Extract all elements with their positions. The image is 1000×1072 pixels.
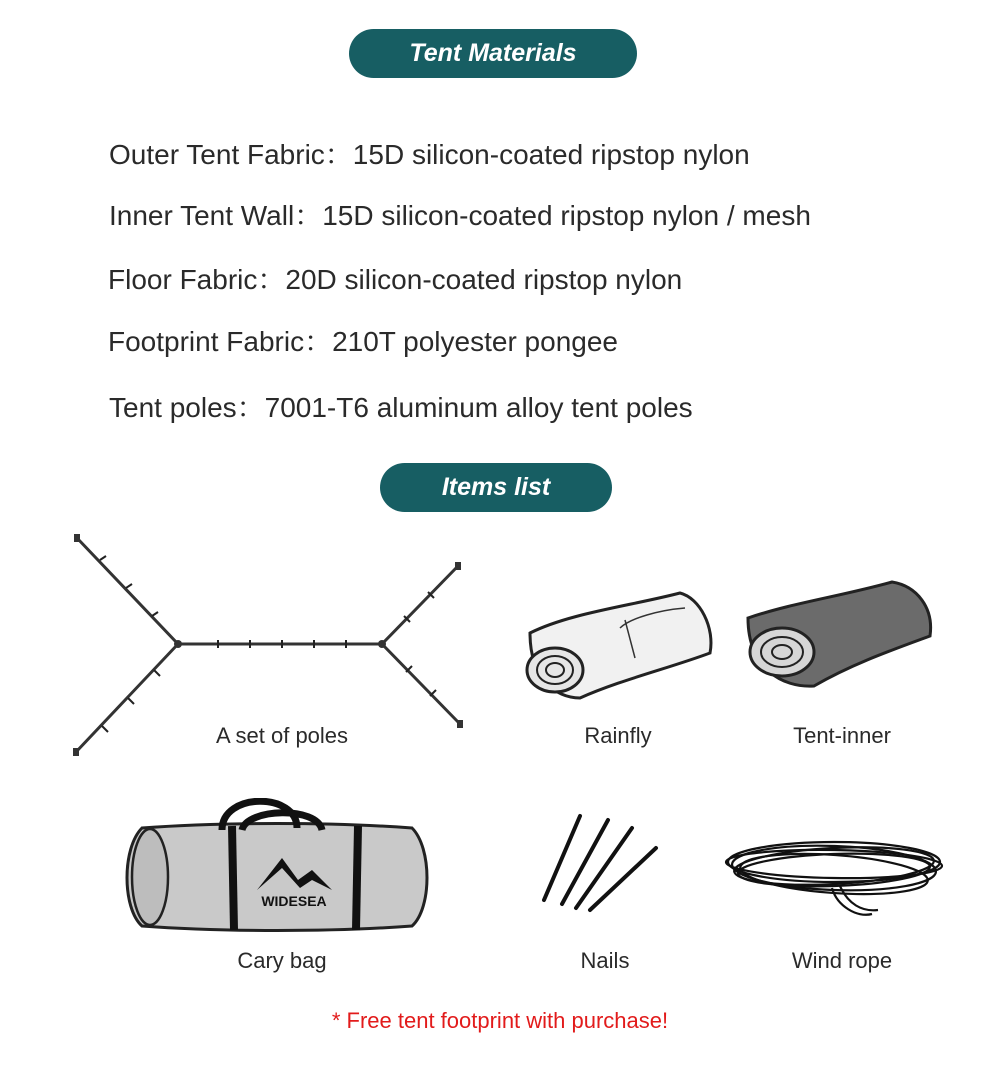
item-label-nails: Nails [580,948,630,973]
item-label-wind-rope: Wind rope [791,948,893,973]
item-label-poles: A set of poles [215,723,349,748]
material-floor-fabric: Floor Fabric：20D silicon-coated ripstop nylon [108,264,683,295]
wind-rope-icon [722,826,946,926]
item-label-rainfly: Rainfly [584,723,652,748]
carry-bag-icon [122,798,432,938]
material-inner-wall: Inner Tent Wall：15D silicon-coated ripstop nylon / mesh [109,200,811,231]
tent-inner-icon [742,578,938,696]
item-label-carry-bag: Cary bag [237,948,327,973]
material-outer-fabric: Outer Tent Fabric：15D silicon-coated ripstop nylon [109,139,750,170]
tent-materials-heading: Tent Materials [349,29,637,78]
items-list-heading: Items list [380,463,612,512]
item-label-tent-inner: Tent-inner [793,723,891,748]
nails-icon [538,810,664,914]
free-footprint-note: * Free tent footprint with purchase! [331,1008,669,1033]
material-footprint-fabric: Footprint Fabric：210T polyester pongee [108,326,618,357]
bag-brand-logo: WIDESEA [261,893,327,909]
rainfly-icon [510,588,720,708]
material-tent-poles: Tent poles：7001-T6 aluminum alloy tent poles [109,392,693,423]
